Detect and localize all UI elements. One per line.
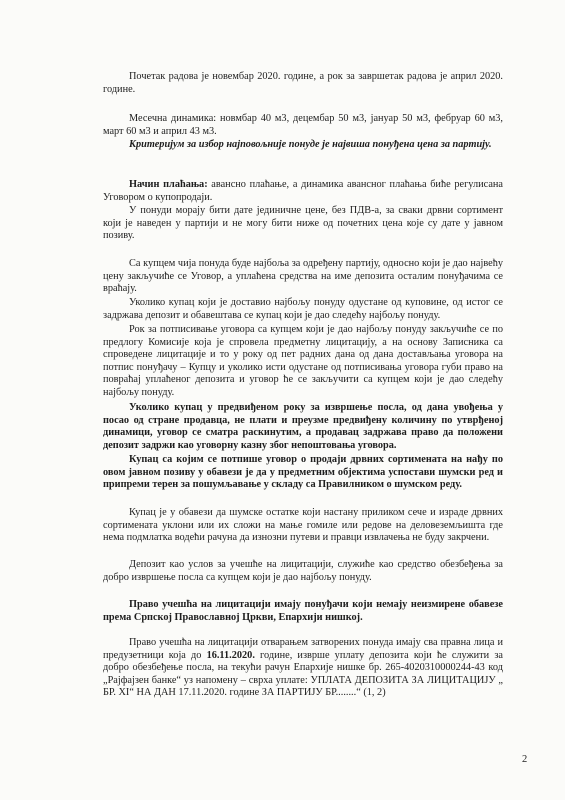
paragraph-forest-order: Купац са којим се потпише уговор о продаји дрвних сортимената на нађу по овом јавном позиву у обавези је да у предметним објектима успостави шумски ред и припреми терен за пошумљавање у складу са Правилником о шумском реду. — [103, 454, 503, 491]
deposit-payment-date: 16.11.2020. — [206, 649, 255, 661]
paragraph-contract-termination: Уколико купац у предвиђеном року за извршење посла, од дана увођења у посао од стране продавца, не плати и преузме предвиђену количину по утврђеној динамици, уговор се сматра раскинутим, а продавац задржава право да положени депозит задржи као уговорну казну због непоштовања уговора. — [103, 402, 503, 451]
paragraph-best-offer: Са купцем чија понуда буде најбоља за одређену партију, односно који је дао највећу цену закључиће се Уговор, а уплаћена средства на име депозита осталим понуђачима се враћају. — [103, 258, 503, 295]
paragraph-deposit-guarantee: Депозит као услов за учешће на лицитацији, служиће као средство обезбеђења за добро извршење посла са купцем који је дао најбољу понуду. — [103, 559, 503, 583]
paragraph-buyer-withdrawal: Уколико купац који је доставио најбољу понуду одустане од куповине, од истог се задржава депозит и обавештава се купац који је дао следећу најбољу понуду. — [103, 297, 503, 321]
paragraph-work-schedule: Почетак радова је новембар 2020. године, а рок за завршетак радова је април 2020. године. — [103, 71, 503, 95]
paragraph-selection-criterion: Критеријум за избор најповољније понуде је највиша понуђена цена за партију. — [129, 139, 492, 150]
paragraph-deposit-payment — [103, 637, 503, 700]
deposit-payment-text-a: Право учешћа на лицитацији отварањем затворених понуда имају сва правна лица и предузетници која до — [103, 637, 503, 661]
payment-method-label: Начин плаћања: — [129, 179, 208, 190]
paragraph-forest-residues: Купац је у обавези да шумске остатке који настану приликом сече и израде дрвних сортимената уклони или их сложи на мање гомиле или редове на деловeземљишта где нема подмлатка водећи рачуна да изнозни путеви и правци извлачења не буду закрчени. — [103, 507, 503, 544]
payment-method-text: авансно плаћање, а динамика авансног плаћања биће регулисана Уговором о купопродаји. — [103, 179, 503, 203]
paragraph-payment-method — [103, 179, 503, 204]
page-number: 2 — [522, 754, 528, 765]
paragraph-contract-deadline: Рок за потписивање уговора са купцем који је дао најбољу понуду закључиће се по предлогу Комисије која је спровела предметну лицитацију, а на основу Записника са спроведене лицитације и то у року од пет радних дана од дана достављања уговора на потпис понуђачу – Купцу и уколико исти одустане од потписивања уговора губи право на повраћај уплаћеног депозита и уговор ће се закључити са купцем који је дао следећу најбољу понуду. — [103, 324, 503, 398]
deposit-payment-text-b: године, изврше уплату депозита који ће служити за добро обезбеђење посла, на текући рачун Епархије нишке бр. 265-4020310000244-43 код „Рајфајзен банке“ уз напомену – сврха уплате: УПЛАТА ДЕПОЗИТА ЗА ЛИЦИТАЦИЈУ „ БР. XI“ НА ДАН 17.11.2020. године ЗА ПАРТИЈУ БР........“ (1, 2) — [103, 649, 503, 699]
paragraph-monthly-dynamics: Месечна динамика: новмбар 40 м3, децембар 50 м3, јануар 50 м3, фебруар 60 м3, март 60 м3 и април 43 м3. — [103, 113, 503, 137]
paragraph-participation-right: Право учешћа на лицитацији имају понуђачи који немају неизмирене обавезе према Српској Православној Цркви, Епархији нишкој. — [103, 599, 503, 623]
paragraph-unit-prices: У понуди морају бити дате јединичне цене, без ПДВ-а, за сваки дрвни сортимент који је наведен у партији и не могу бити ниже од почетних цена које су дате у јавном позиву. — [103, 205, 503, 242]
